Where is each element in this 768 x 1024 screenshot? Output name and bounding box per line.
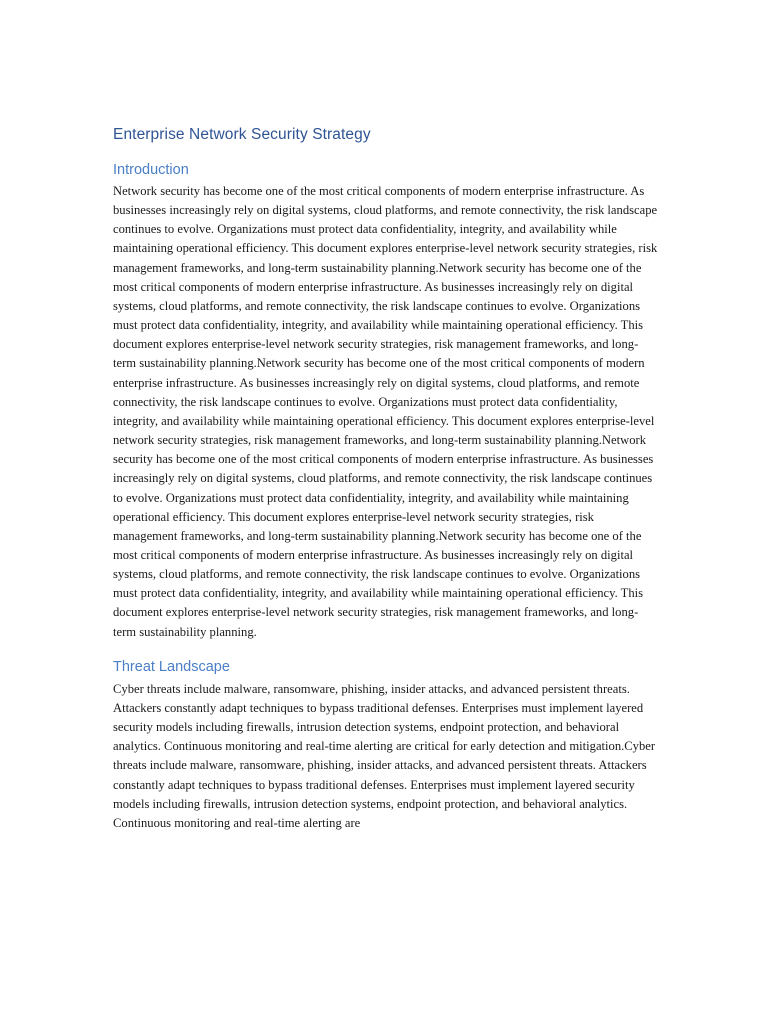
section-heading-introduction: Introduction (113, 162, 189, 178)
section-body-introduction: Network security has become one of the most critical components of modern enterprise infrastructure. As businesses increasingly rely on digital systems, cloud platforms, and remote connectivity, the risk landscape continues to evolve. Organizations must protect data confidentiality, integrity, and availability while maintaining operational efficiency. This document explores enterprise-level network security strategies, risk management frameworks, and long-term sustainability planning.Network security has become one of the most critical components of modern enterprise infrastructure. As businesses increasingly rely on digital systems, cloud platforms, and remote connectivity, the risk landscape continues to evolve. Organizations must protect data confidentiality, integrity, and availability while maintaining operational efficiency. This document explores enterprise-level network security strategies, risk management frameworks, and long-term sustainability planning.Network security has become one of the most critical components of modern enterprise infrastructure. As businesses increasingly rely on digital systems, cloud platforms, and remote connectivity, the risk landscape continues to evolve. Organizations must protect data confidentiality, integrity, and availability while maintaining operational efficiency. This document explores enterprise-level network security strategies, risk management frameworks, and long-term sustainability planning.Network security has become one of the most critical components of modern enterprise infrastructure. As businesses increasingly rely on digital systems, cloud platforms, and remote connectivity, the risk landscape continues to evolve. Organizations must protect data confidentiality, integrity, and availability while maintaining operational efficiency. This document explores enterprise-level network security strategies, risk management frameworks, and long-term sustainability planning.Network security has become one of the most critical components of modern enterprise infrastructure. As businesses increasingly rely on digital systems, cloud platforms, and remote connectivity, the risk landscape continues to evolve. Organizations must protect data confidentiality, integrity, and availability while maintaining operational efficiency. This document explores enterprise-level network security strategies, risk management frameworks, and long-term sustainability planning. (113, 184, 658, 639)
document-content (113, 124, 658, 833)
section-threat-landscape (113, 656, 658, 833)
section-heading-threat-landscape: Threat Landscape (113, 658, 230, 675)
section-introduction (113, 159, 658, 642)
document-title: Enterprise Network Security Strategy (113, 126, 371, 143)
section-body-threat-landscape: Cyber threats include malware, ransomware, phishing, insider attacks, and advanced persistent threats. Attackers constantly adapt techniques to bypass traditional defenses. Enterprises must implement layered security models including firewalls, intrusion detection systems, endpoint protection, and behavioral analytics. Continuous monitoring and real-time alerting are critical for early detection and mitigation.Cyber threats include malware, ransomware, phishing, insider attacks, and advanced persistent threats. Attackers constantly adapt techniques to bypass traditional defenses. Enterprises must implement layered security models including firewalls, intrusion detection systems, endpoint protection, and behavioral analytics. Continuous monitoring and real-time alerting are (113, 681, 656, 830)
